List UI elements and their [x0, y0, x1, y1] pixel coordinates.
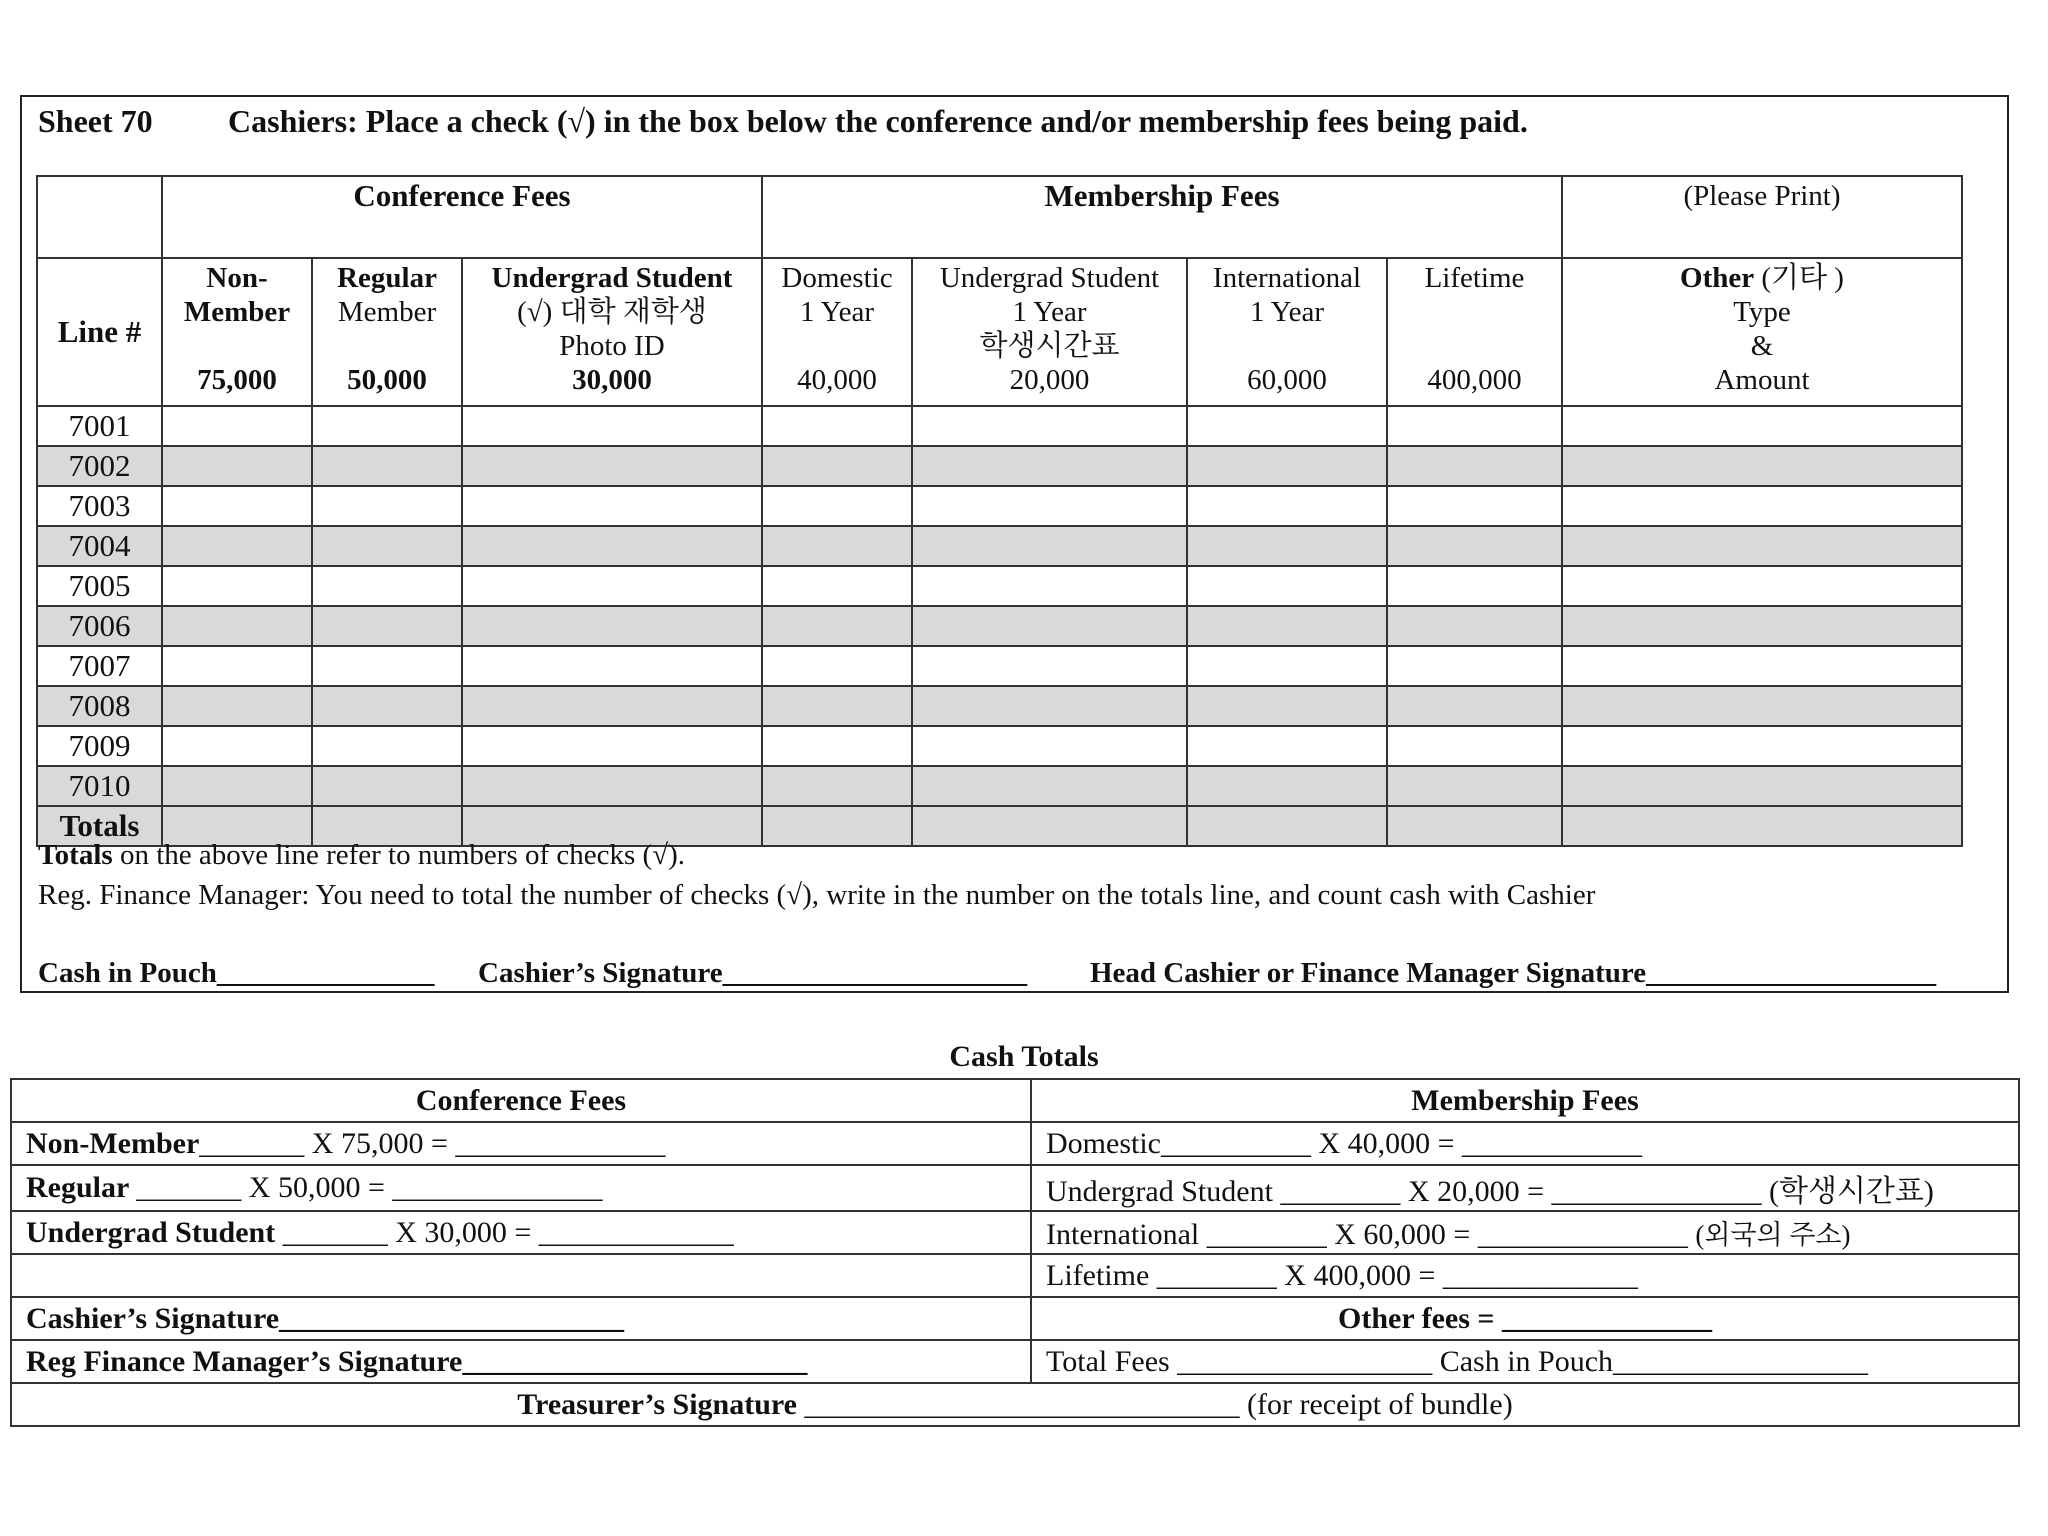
- domestic-header: Domestic 1 Year 40,000: [762, 258, 912, 406]
- check-box-cell[interactable]: [312, 446, 462, 486]
- check-box-cell[interactable]: [312, 526, 462, 566]
- line-number: 7005: [37, 566, 162, 606]
- check-box-cell[interactable]: [1387, 446, 1562, 486]
- check-box-cell[interactable]: [762, 406, 912, 446]
- other-header: Other (기타 ) Type & Amount: [1562, 258, 1962, 406]
- total-cell[interactable]: [1562, 806, 1962, 846]
- check-box-cell[interactable]: [1187, 566, 1387, 606]
- cash-cashier-signature-field[interactable]: Cashier’s Signature_______________________: [11, 1297, 1031, 1340]
- cash-totals-table: [10, 1078, 2020, 1427]
- check-box-cell[interactable]: [1562, 686, 1962, 726]
- line-number: 7004: [37, 526, 162, 566]
- check-box-cell[interactable]: [762, 646, 912, 686]
- check-box-cell[interactable]: [162, 526, 312, 566]
- cashier-instruction: Cashiers: Place a check (√) in the box below the conference and/or membership fees being paid.: [228, 103, 1528, 139]
- check-box-cell[interactable]: [312, 406, 462, 446]
- check-box-cell[interactable]: [312, 646, 462, 686]
- check-box-cell[interactable]: [312, 726, 462, 766]
- please-print-header: (Please Print): [1562, 176, 1962, 258]
- check-box-cell[interactable]: [1387, 686, 1562, 726]
- lifetime-header: Lifetime 400,000: [1387, 258, 1562, 406]
- total-cell[interactable]: [1387, 806, 1562, 846]
- membership-fees-header: Membership Fees: [762, 176, 1562, 258]
- line-number: 7007: [37, 646, 162, 686]
- totals-label: Totals: [37, 806, 162, 846]
- check-box-cell[interactable]: [162, 766, 312, 806]
- check-box-cell[interactable]: [762, 486, 912, 526]
- check-box-cell[interactable]: [462, 726, 762, 766]
- table-row: [37, 446, 1962, 486]
- blank-corner: [37, 176, 162, 258]
- check-box-cell[interactable]: [1562, 566, 1962, 606]
- signature-row: [38, 957, 1936, 990]
- table-row: [37, 406, 1962, 446]
- check-box-cell[interactable]: [912, 766, 1187, 806]
- regular-cash-field[interactable]: Regular _______ X 50,000 = ______________: [11, 1165, 1031, 1211]
- undergrad-cash-field[interactable]: Undergrad Student _______ X 30,000 = _____________: [11, 1211, 1031, 1254]
- check-box-cell[interactable]: [462, 526, 762, 566]
- table-row: [37, 646, 1962, 686]
- line-number-header: Line #: [37, 258, 162, 406]
- domestic-cash-field[interactable]: Domestic__________ X 40,000 = ____________: [1031, 1122, 2019, 1165]
- check-box-cell[interactable]: [1187, 726, 1387, 766]
- empty-cell: [11, 1254, 1031, 1297]
- check-box-cell[interactable]: [1387, 526, 1562, 566]
- check-box-cell[interactable]: [462, 646, 762, 686]
- check-box-cell[interactable]: [1187, 766, 1387, 806]
- fee-sheet: [20, 95, 2009, 993]
- check-box-cell[interactable]: [1562, 646, 1962, 686]
- table-row: [37, 486, 1962, 526]
- check-box-cell[interactable]: [462, 686, 762, 726]
- check-box-cell[interactable]: [1387, 646, 1562, 686]
- check-box-cell[interactable]: [1562, 526, 1962, 566]
- sheet-number: Sheet 70: [38, 103, 153, 139]
- check-box-cell[interactable]: [1187, 686, 1387, 726]
- check-box-cell[interactable]: [762, 766, 912, 806]
- cash-membership-header: Membership Fees: [1031, 1079, 2019, 1122]
- check-box-cell[interactable]: [162, 406, 312, 446]
- check-box-cell[interactable]: [1562, 486, 1962, 526]
- check-box-cell[interactable]: [162, 726, 312, 766]
- check-box-cell[interactable]: [312, 606, 462, 646]
- check-box-cell[interactable]: [1387, 606, 1562, 646]
- cashier-signature-field[interactable]: Cashier’s Signature_____________________: [478, 957, 1028, 989]
- table-row: [37, 766, 1962, 806]
- table-row: [37, 526, 1962, 566]
- table-row: [37, 606, 1962, 646]
- nonmember-header: Non- Member 75,000: [162, 258, 312, 406]
- check-box-cell[interactable]: [162, 606, 312, 646]
- fees-table: [36, 175, 1963, 847]
- reg-finance-manager-signature-field[interactable]: Reg Finance Manager’s Signature_______________________: [11, 1340, 1031, 1383]
- check-box-cell[interactable]: [912, 726, 1187, 766]
- check-box-cell[interactable]: [762, 686, 912, 726]
- undergrad-membership-cash-field[interactable]: Undergrad Student ________ X 20,000 = ______________ (학생시간표): [1031, 1165, 2019, 1211]
- cash-totals-title: Cash Totals: [949, 1040, 1099, 1073]
- check-box-cell[interactable]: [762, 526, 912, 566]
- check-box-cell[interactable]: [762, 566, 912, 606]
- check-box-cell[interactable]: [162, 446, 312, 486]
- lifetime-cash-field[interactable]: Lifetime ________ X 400,000 = _____________: [1031, 1254, 2019, 1297]
- sheet-header: [38, 103, 1528, 140]
- check-box-cell[interactable]: [312, 486, 462, 526]
- nonmember-cash-field[interactable]: Non-Member_______ X 75,000 = ______________: [11, 1122, 1031, 1165]
- check-box-cell[interactable]: [912, 486, 1187, 526]
- check-box-cell[interactable]: [912, 646, 1187, 686]
- line-number: 7008: [37, 686, 162, 726]
- check-box-cell[interactable]: [462, 606, 762, 646]
- check-box-cell[interactable]: [162, 566, 312, 606]
- check-box-cell[interactable]: [1187, 526, 1387, 566]
- totals-note: Totals on the above line refer to numbers of checks (√).: [38, 839, 686, 871]
- check-box-cell[interactable]: [912, 566, 1187, 606]
- table-row: [37, 566, 1962, 606]
- check-box-cell[interactable]: [462, 766, 762, 806]
- check-box-cell[interactable]: [1387, 486, 1562, 526]
- check-box-cell[interactable]: [462, 446, 762, 486]
- check-box-cell[interactable]: [1387, 566, 1562, 606]
- check-box-cell[interactable]: [162, 686, 312, 726]
- check-box-cell[interactable]: [912, 526, 1187, 566]
- check-box-cell[interactable]: [1187, 406, 1387, 446]
- line-number: 7001: [37, 406, 162, 446]
- treasurer-signature-field[interactable]: Treasurer’s Signature _____________________________ (for receipt of bundle): [11, 1383, 2019, 1426]
- check-box-cell[interactable]: [1562, 606, 1962, 646]
- check-box-cell[interactable]: [1187, 646, 1387, 686]
- check-box-cell[interactable]: [312, 566, 462, 606]
- table-row: [37, 686, 1962, 726]
- international-cash-field[interactable]: International ________ X 60,000 = ______________ (외국의 주소): [1031, 1211, 2019, 1254]
- check-box-cell[interactable]: [462, 566, 762, 606]
- check-box-cell[interactable]: [462, 406, 762, 446]
- table-row: [37, 726, 1962, 766]
- cash-conference-header: Conference Fees: [11, 1079, 1031, 1122]
- international-header: International 1 Year 60,000: [1187, 258, 1387, 406]
- check-box-cell[interactable]: [762, 446, 912, 486]
- head-cashier-signature-field[interactable]: Head Cashier or Finance Manager Signature____________________: [1090, 957, 1937, 989]
- check-box-cell[interactable]: [1187, 486, 1387, 526]
- check-box-cell[interactable]: [1562, 766, 1962, 806]
- line-number: 7010: [37, 766, 162, 806]
- total-cell[interactable]: [1187, 806, 1387, 846]
- total-fees-field[interactable]: Total Fees _________________ Cash in Pouch_________________: [1031, 1340, 2019, 1383]
- check-box-cell[interactable]: [912, 406, 1187, 446]
- check-box-cell[interactable]: [1187, 606, 1387, 646]
- undergrad-membership-header: Undergrad Student 1 Year 학생시간표 20,000: [912, 258, 1187, 406]
- other-fees-field[interactable]: Other fees = ______________: [1031, 1297, 2019, 1340]
- check-box-cell[interactable]: [1562, 446, 1962, 486]
- line-number: 7003: [37, 486, 162, 526]
- check-box-cell[interactable]: [462, 486, 762, 526]
- check-box-cell[interactable]: [1387, 406, 1562, 446]
- check-box-cell[interactable]: [312, 766, 462, 806]
- check-box-cell[interactable]: [912, 606, 1187, 646]
- check-box-cell[interactable]: [1187, 446, 1387, 486]
- check-box-cell[interactable]: [912, 686, 1187, 726]
- total-cell[interactable]: [762, 806, 912, 846]
- conference-fees-header: Conference Fees: [162, 176, 762, 258]
- undergrad-student-header: Undergrad Student (√) 대학 재학생 Photo ID 30,000: [462, 258, 762, 406]
- check-box-cell[interactable]: [1562, 726, 1962, 766]
- check-box-cell[interactable]: [1562, 406, 1962, 446]
- regular-member-header: Regular Member 50,000: [312, 258, 462, 406]
- check-box-cell[interactable]: [1387, 726, 1562, 766]
- check-box-cell[interactable]: [912, 446, 1187, 486]
- check-box-cell[interactable]: [162, 646, 312, 686]
- finance-manager-note: Reg. Finance Manager: You need to total the number of checks (√), write in the number on the totals line, and count cash with Cashier: [38, 879, 1596, 911]
- line-number: 7009: [37, 726, 162, 766]
- cash-in-pouch-field[interactable]: Cash in Pouch_______________: [38, 957, 435, 989]
- check-box-cell[interactable]: [312, 686, 462, 726]
- check-box-cell[interactable]: [162, 486, 312, 526]
- line-number: 7002: [37, 446, 162, 486]
- check-box-cell[interactable]: [762, 726, 912, 766]
- line-number: 7006: [37, 606, 162, 646]
- check-box-cell[interactable]: [762, 606, 912, 646]
- total-cell[interactable]: [912, 806, 1187, 846]
- fee-rows: [37, 406, 1962, 806]
- check-box-cell[interactable]: [1387, 766, 1562, 806]
